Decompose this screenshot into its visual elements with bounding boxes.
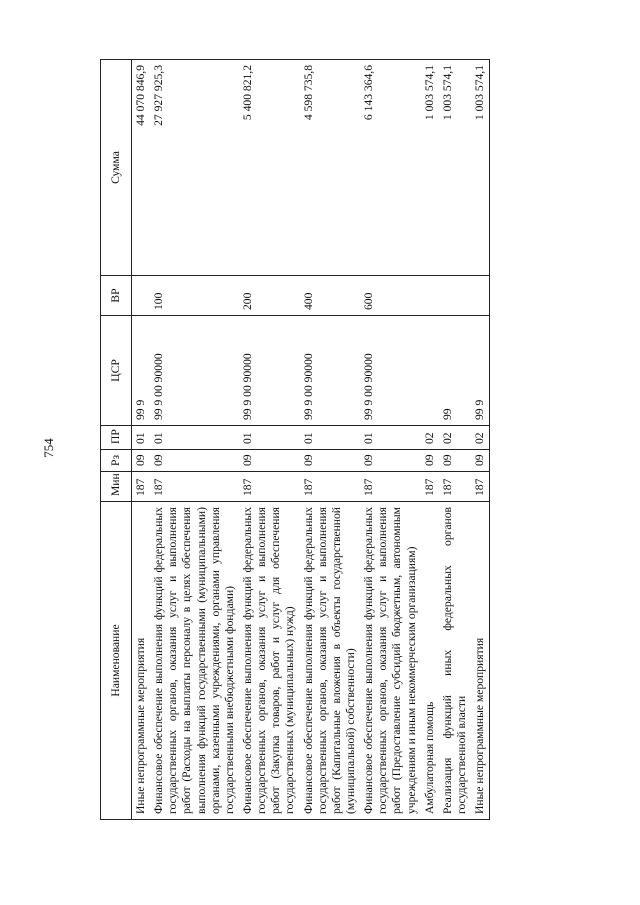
row-pr: 01 [360,426,421,450]
row-min: 187 [239,472,300,502]
row-name: Финансовое обеспечение выполнения функций федеральных государственных органов, оказания услуг и выполнения работ (Закупка товаров, работ и услуг для обеспечения государственных (муниципальных) нужд) [239,502,300,820]
table-row [421,60,439,820]
row-csr [421,316,439,426]
row-name: Финансовое обеспечение выполнения функций федеральных государственных органов, оказания услуг и выполнения работ (Расходы на выплаты персоналу в целях обеспечения выполнения функций государственными (муниципальными) органами, казенными учреждениями, органами управления государственными внебюджетными фондами) [150,502,239,820]
row-pr: 02 [439,426,471,450]
table-row [150,60,239,820]
header-rz: Рз [101,450,132,472]
row-name: Амбулаторная помощь [421,502,439,820]
row-name: Финансовое обеспечение выполнения функций федеральных государственных органов, оказания услуг и выполнения работ (Капитальные вложения в объекты государственной (муниципальной) собственности) [300,502,361,820]
row-sum: 1 003 574,1 [421,60,439,276]
header-vr: ВР [101,276,132,316]
row-rz: 09 [132,450,151,472]
table-header [101,60,132,820]
row-csr: 99 9 [471,316,490,426]
row-min: 187 [360,472,421,502]
table-row [471,60,490,820]
table-row [439,60,471,820]
row-csr: 99 9 00 90000 [239,316,300,426]
row-name: Финансовое обеспечение выполнения функций федеральных государственных органов, оказания услуг и выполнения работ (Предоставление субсидий бюджетным, автономным учреждениям и иным некоммерческим организациям) [360,502,421,820]
row-sum: 1 003 574,1 [439,60,471,276]
header-pr: ПР [101,426,132,450]
row-csr: 99 9 [132,316,151,426]
row-sum: 6 143 364,6 [360,60,421,276]
row-vr: 400 [300,276,361,316]
row-pr: 01 [132,426,151,450]
row-rz: 09 [439,450,471,472]
row-rz: 09 [239,450,300,472]
row-min: 187 [132,472,151,502]
rotated-table-container [100,60,620,820]
row-sum: 1 003 574,1 [471,60,490,276]
row-pr: 01 [300,426,361,450]
row-name: Иные непрограммные мероприятия [132,502,151,820]
row-rz: 09 [471,450,490,472]
row-rz: 09 [300,450,361,472]
row-pr: 01 [150,426,239,450]
row-rz: 09 [150,450,239,472]
row-min: 187 [150,472,239,502]
table-row [360,60,421,820]
page-number: 754 [41,438,56,458]
row-csr: 99 [439,316,471,426]
row-pr: 02 [421,426,439,450]
row-vr [471,276,490,316]
row-vr [439,276,471,316]
row-pr: 01 [239,426,300,450]
row-rz: 09 [360,450,421,472]
row-sum: 44 070 846,9 [132,60,151,276]
row-vr: 200 [239,276,300,316]
table-row [300,60,361,820]
row-csr: 99 9 00 90000 [300,316,361,426]
row-min: 187 [471,472,490,502]
row-vr: 600 [360,276,421,316]
header-min: Мин [101,472,132,502]
header-csr: ЦСР [101,316,132,426]
header-name: Наименование [101,502,132,820]
row-csr: 99 9 00 90000 [150,316,239,426]
budget-table [100,59,490,820]
row-rz: 09 [421,450,439,472]
table-row [239,60,300,820]
row-sum: 4 598 735,8 [300,60,361,276]
table-row [132,60,151,820]
row-sum: 5 400 821,2 [239,60,300,276]
row-csr: 99 9 00 90000 [360,316,421,426]
row-vr [132,276,151,316]
row-vr [421,276,439,316]
row-vr: 100 [150,276,239,316]
row-pr: 02 [471,426,490,450]
header-sum: Сумма [101,60,132,276]
table-body [132,60,490,820]
row-sum: 27 927 925,3 [150,60,239,276]
row-min: 187 [421,472,439,502]
row-min: 187 [300,472,361,502]
row-name: Иные непрограммные мероприятия [471,502,490,820]
row-min: 187 [439,472,471,502]
row-name: Реализация функций иных федеральных органов государственной власти [439,502,471,820]
